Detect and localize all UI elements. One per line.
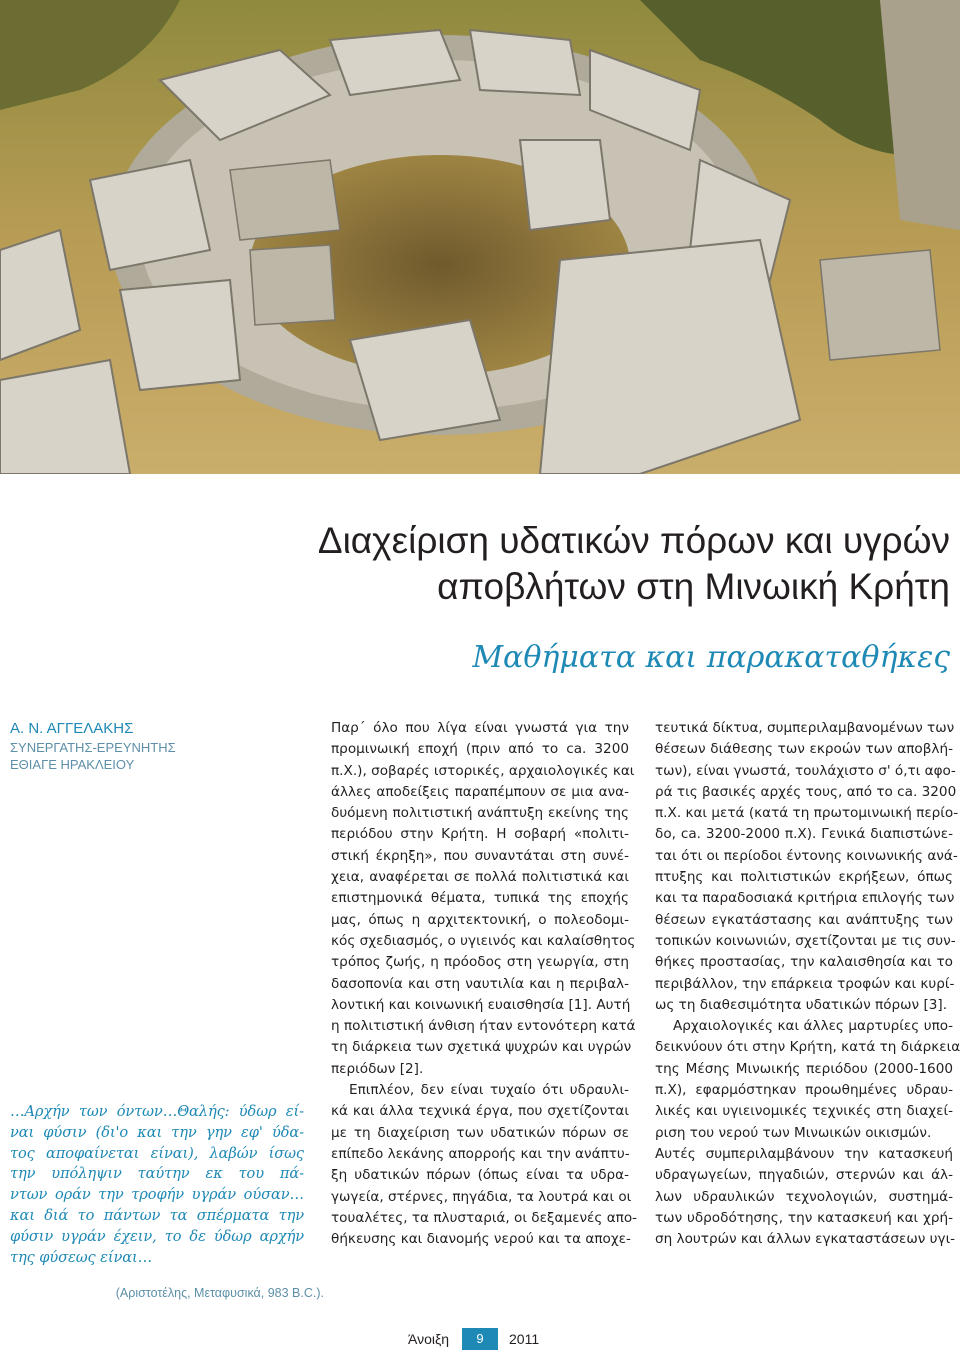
page-number: 9 <box>462 1328 498 1350</box>
body-line: ξη υδατικών πόρων (όπως είναι τα υδρα- <box>331 1167 629 1184</box>
body-line: τοπικών κοινωνιών, σχετίζονται με τις συν- <box>655 932 956 949</box>
body-line: ται ότι οι περίοδοι έντονης κοινωνικής ανά- <box>655 847 958 864</box>
body-line: τουαλέτες, τα πλυσταριά, οι δεξαμενές απο- <box>331 1209 638 1226</box>
body-line: πτυξης και πολιτιστικών εκρήξεων, όπως <box>655 869 953 886</box>
body-line: και τα παραδοσιακά κριτήρια επιλογής των <box>655 890 955 907</box>
quote-source: (Αριστοτέλης, Μεταφυσικά, 983 B.C.). <box>115 1286 324 1300</box>
body-line: περιόδου στην Κρήτη. Η σοβαρή «πολιτι- <box>331 826 629 843</box>
body-line: δεικνύουν ότι στην Κρήτη, κατά τη διάρκεια <box>655 1039 960 1056</box>
body-line: δασοπονία και στη ναυτιλία και η περιβαλ- <box>331 975 629 992</box>
body-line: ση λουτρών και άλλων εγκαταστάσεων υγι- <box>655 1231 956 1248</box>
title-line-1: Διαχείριση υδατικών πόρων και υγρών <box>317 520 950 561</box>
quote-line: φύσιν υγράν έχειν, το δε ύδωρ αρχήν <box>10 1227 304 1245</box>
body-line: ως τη διαθεσιμότητα υδατικών πόρων [3]. <box>655 996 948 1013</box>
body-line: τευτικά δίκτυα, συμπεριλαμβανομένων των <box>655 720 955 736</box>
body-line: κά και άλλα τεχνικά έργα, που σχετίζονται <box>331 1103 629 1120</box>
article-subtitle: Μαθήματα και παρακαταθήκες <box>472 640 950 675</box>
body-line: λων υδραυλικών τεχνολογιών, συστημά- <box>655 1188 953 1205</box>
quote-line: της φύσεως είναι… <box>10 1248 153 1266</box>
quote-line: τος αποφαίνεται είναι), λαβών ίσως <box>10 1144 304 1162</box>
body-line: ρά τις βασικές αρχές τους, από το ca. 3200 <box>655 783 957 800</box>
author-block <box>10 719 176 773</box>
body-line: των), είναι γνωστά, τουλάχιστο σ' ό,τι αφο- <box>655 762 956 779</box>
quote-line: ντων οράν την τροφήν υγράν ούσαν… <box>10 1186 304 1204</box>
body-line: άλλες αποδείξεις παραπέμπουν σε μια ανα- <box>331 783 629 800</box>
body-line: τρόπος ζωής, η πρόοδος στη γεωργία, στη <box>331 954 629 971</box>
page-footer <box>0 1328 960 1352</box>
quote-line: και διά το πάντων τα σπέρματα την <box>10 1206 304 1224</box>
body-line: στική έκρηξη», που συναντάται στη συνέ- <box>331 847 629 864</box>
body-line: λοντική και κοινωνική ευαισθησία [1]. Αυτή <box>331 996 631 1013</box>
author-role: ΣΥΝΕΡΓΑΤΗΣ-ΕΡΕΥΝΗΤΗΣ <box>10 740 176 755</box>
body-line: ριση του νερού των Μινωικών οικισμών. <box>655 1124 932 1141</box>
body-line: Αρχαιολογικές και άλλες μαρτυρίες υπο- <box>673 1018 953 1035</box>
quote-line: …Αρχήν των όντων…Θαλής: ύδωρ εί- <box>10 1103 304 1120</box>
body-column-1 <box>331 718 638 1250</box>
body-line: με τη διαχείριση των υδατικών πόρων σε <box>331 1124 629 1141</box>
body-line: υδραγωγείων, πηγαδιών, στερνών και άλ- <box>655 1167 953 1184</box>
body-line: της Μέσης Μινωικής περιόδου (2000-1600 <box>655 1060 953 1077</box>
body-line: προμινωική εποχή (πριν από το ca. 3200 <box>331 741 629 758</box>
body-line: μας, όπως η αρχιτεκτονική, ο πολεοδομι- <box>331 911 629 928</box>
author-name: Α. Ν. ΑΓΓΕΛΑΚΗΣ <box>10 720 134 737</box>
body-line: Παρ΄ όλο που λίγα είναι γνωστά για την <box>331 720 629 736</box>
quote-line: την υπόληψιν ταύτην εκ του πά- <box>10 1165 304 1183</box>
body-line: των υδροδότησης, την κατασκευή και χρή- <box>655 1209 953 1226</box>
body-line: τη διάρκεια των σχετικά ψυχρών και υγρών <box>331 1039 632 1056</box>
body-line: περιβάλλον, την επάρκεια τροφών και κυρί- <box>655 975 955 992</box>
body-line: κός σχεδιασμός, ο υγιεινός και καλαίσθητος <box>331 932 636 949</box>
body-line: δο, ca. 3200-2000 π.Χ). Γενικά διαπιστώνε- <box>655 826 953 843</box>
author-affiliation: ΕΘΙΑΓΕ ΗΡΑΚΛΕΙΟΥ <box>10 757 135 772</box>
ruins-photo <box>0 0 960 474</box>
title-line-2: αποβλήτων στη Μινωική Κρήτη <box>437 566 950 607</box>
epigraph-quote <box>10 1102 304 1268</box>
body-line: θήκες προστασίας, την καλαισθησία και το <box>655 954 953 971</box>
body-line: περιόδων [2]. <box>331 1060 424 1077</box>
body-line: θέσεων εγκατάστασης και ανάπτυξης των <box>655 911 953 928</box>
body-line: θήκευσης και διανομής νερού και τα αποχε- <box>331 1231 631 1248</box>
body-line: θέσεων διάθεσης των εκροών των αποβλή- <box>655 741 953 758</box>
issue-year: 2011 <box>509 1331 540 1347</box>
body-line: Αυτές συμπεριλαμβάνουν την κατασκευή <box>655 1145 953 1162</box>
body-line: επίπεδο λεκάνης απορροής και την ανάπτυ- <box>331 1145 630 1162</box>
body-line: Επιπλέον, δεν είναι τυχαίο ότι υδραυλι- <box>349 1082 629 1099</box>
body-line: π.Χ.), σοβαρές ιστορικές, αρχαιολογικές και <box>331 762 635 779</box>
body-line: γωγεία, στέρνες, πηγάδια, τα λουτρά και οι <box>331 1188 632 1205</box>
quote-line: ναι φύσιν (δι'ο και την γην εφ' ύδα- <box>10 1123 304 1141</box>
body-line: χεια, αναφέρεται σε πολλά πολιτιστικά και <box>331 869 629 886</box>
magazine-issue: Άνοιξη <box>408 1331 450 1347</box>
body-line: λικές και υγιεινομικές τεχνικές στη διαχεί- <box>655 1103 953 1120</box>
article-title <box>318 518 950 610</box>
body-line: π.Χ), εφαρμόστηκαν προωθημένες υδραυ- <box>655 1082 953 1099</box>
body-line: π.Χ. και μετά (κατά τη πρωτομινωική περίο- <box>655 805 959 822</box>
stone-ruins-illustration <box>0 0 960 474</box>
body-line: η πολιτιστική άνθιση ήταν εντονότερη κατά <box>331 1018 636 1035</box>
body-column-2 <box>655 718 960 1250</box>
body-line: δυόμενη πολιτιστική ανάπτυξη εκείνης της <box>331 805 629 822</box>
body-line: επιστημονικά θέματα, τυπικά της εποχής <box>331 890 629 907</box>
